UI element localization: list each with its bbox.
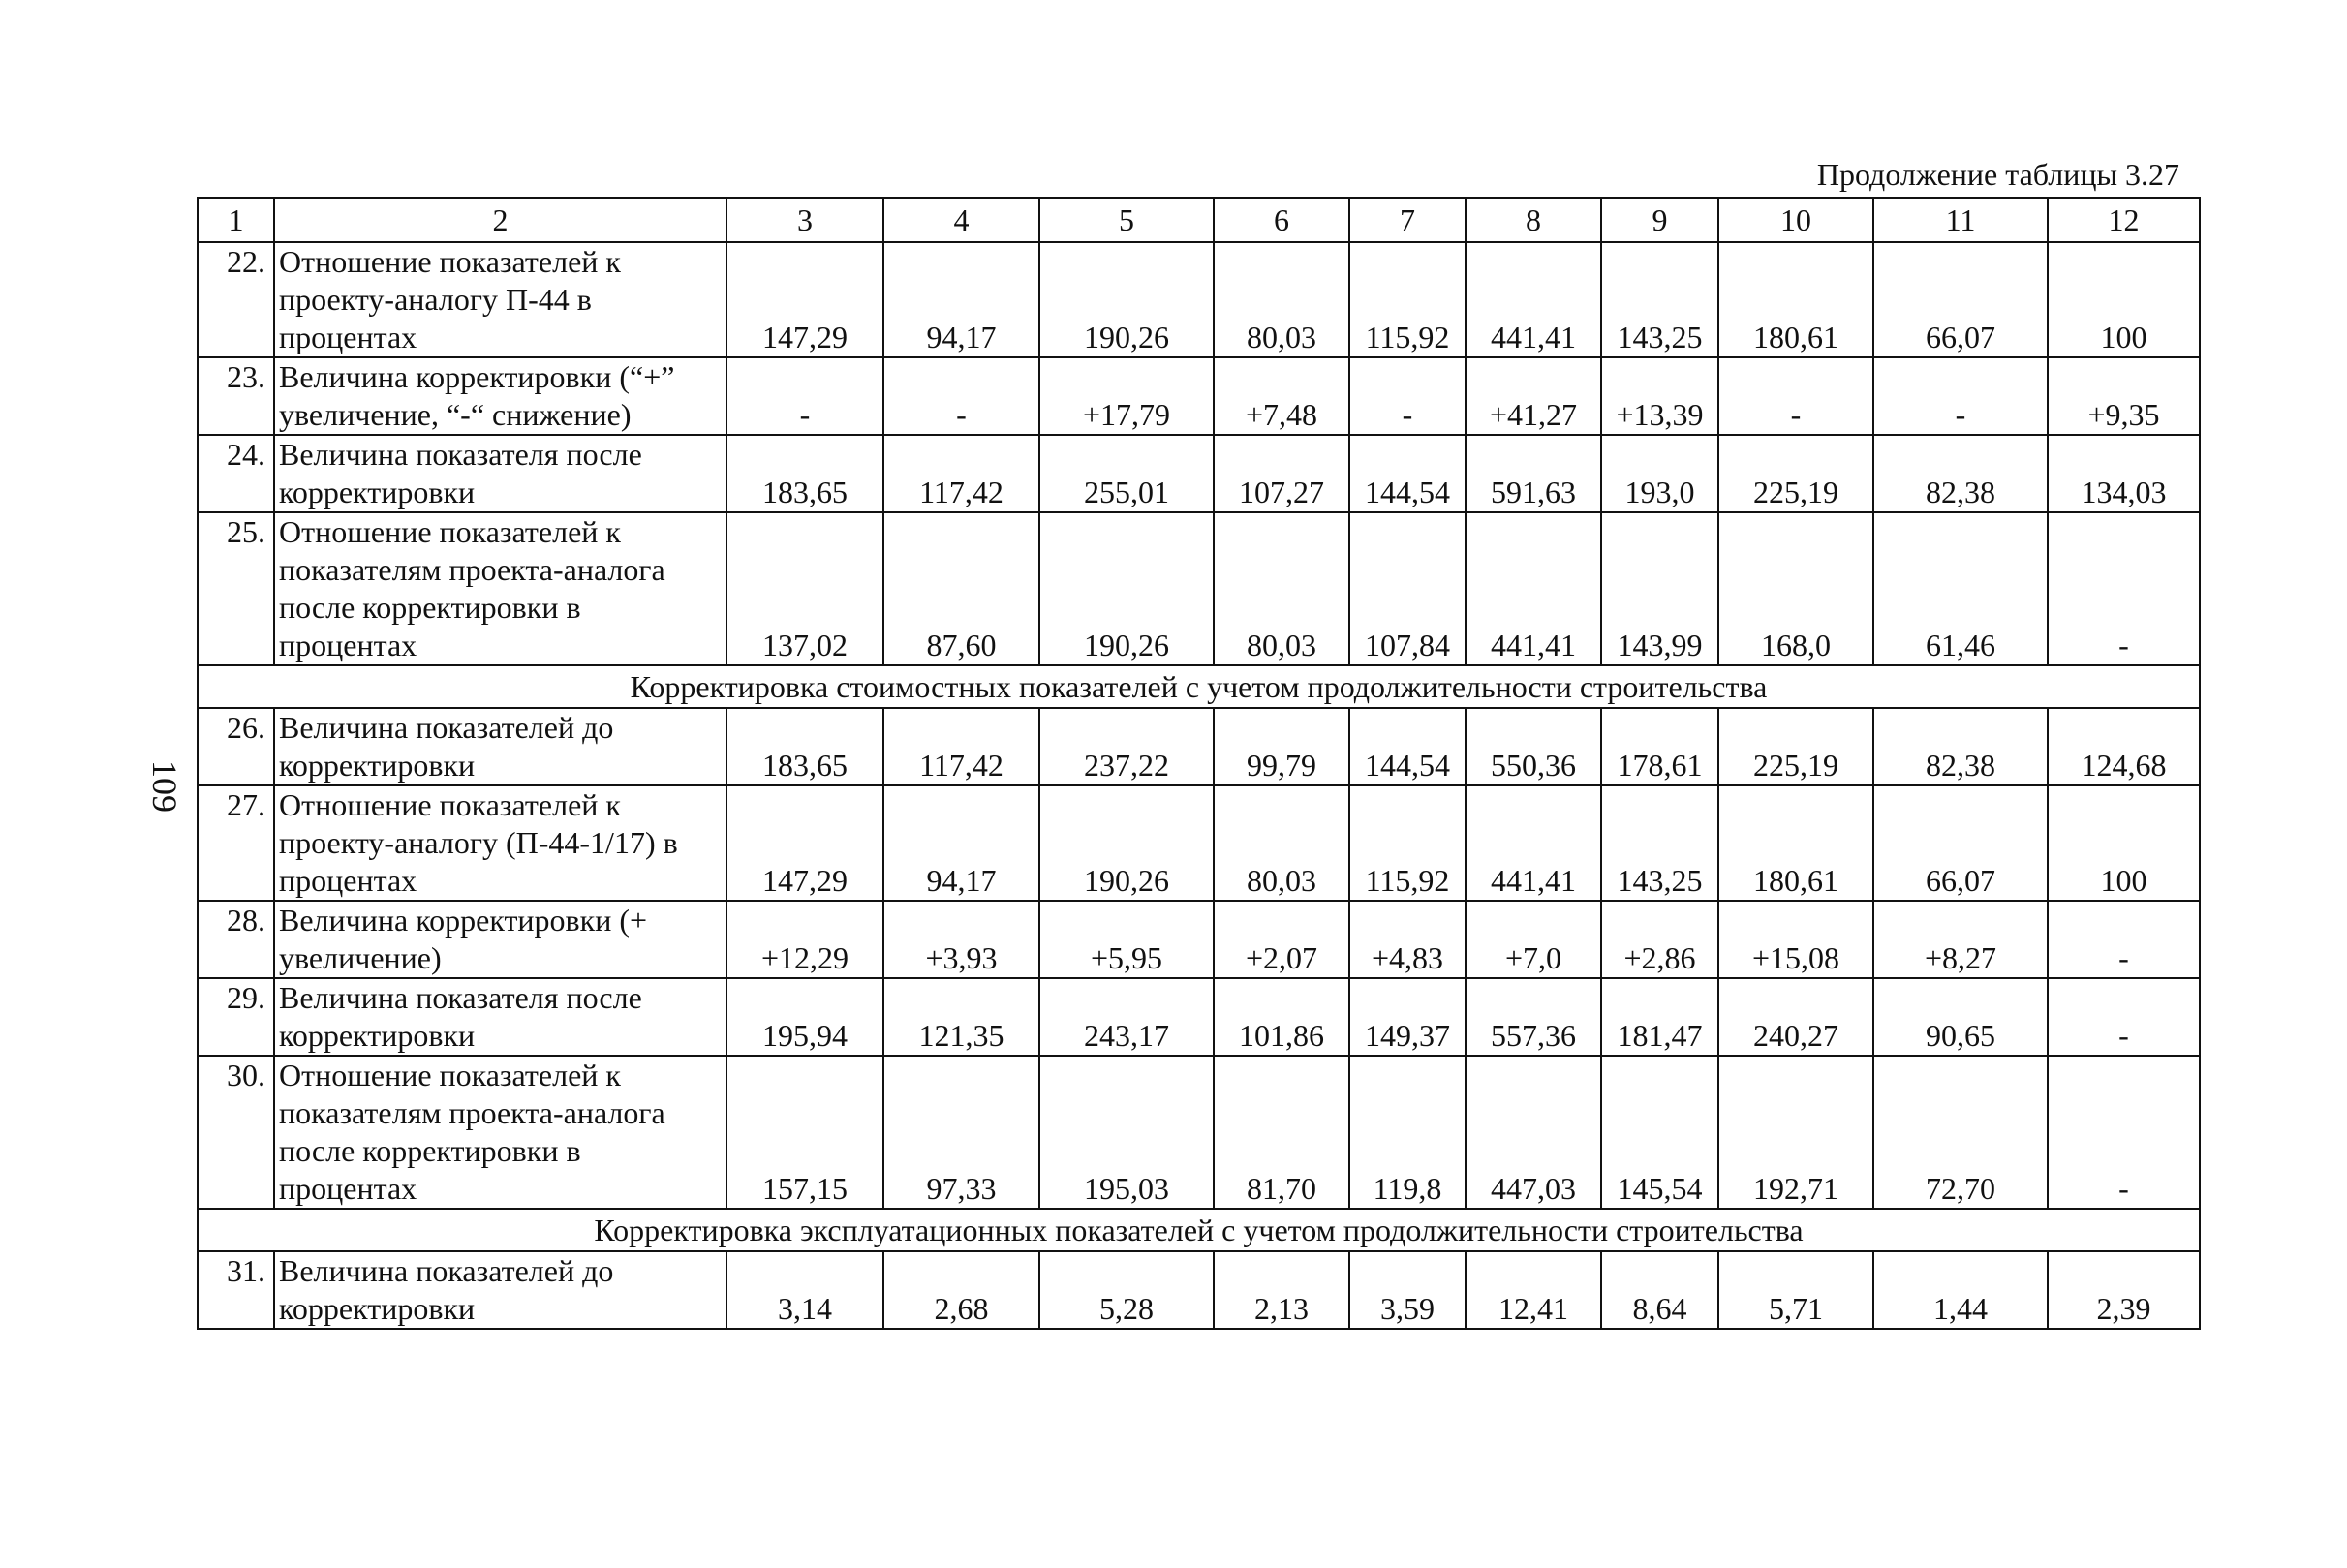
column-header: 4 — [883, 198, 1039, 242]
value-cell: 447,03 — [1466, 1056, 1601, 1209]
value-cell: 557,36 — [1466, 978, 1601, 1056]
row-description: Величина показателя после корректировки — [274, 978, 726, 1056]
table-row — [198, 512, 2200, 665]
value-cell: 137,02 — [726, 512, 883, 665]
column-header: 9 — [1601, 198, 1718, 242]
row-description: Величина показателей до корректировки — [274, 1251, 726, 1329]
value-cell: 144,54 — [1349, 708, 1466, 785]
value-cell: 143,25 — [1601, 785, 1718, 901]
value-cell: 144,54 — [1349, 435, 1466, 512]
value-cell: 180,61 — [1718, 785, 1873, 901]
value-cell: 5,71 — [1718, 1251, 1873, 1329]
value-cell: +12,29 — [726, 901, 883, 978]
row-description: Отношение показателей к показателям проекта-аналога после корректировки в процентах — [274, 1056, 726, 1209]
row-number: 25. — [198, 512, 274, 665]
value-cell: 8,64 — [1601, 1251, 1718, 1329]
value-cell: +17,79 — [1039, 357, 1214, 435]
column-header: 1 — [198, 198, 274, 242]
value-cell: 147,29 — [726, 785, 883, 901]
value-cell: +9,35 — [2048, 357, 2200, 435]
value-cell: 3,59 — [1349, 1251, 1466, 1329]
row-number: 30. — [198, 1056, 274, 1209]
column-header: 11 — [1873, 198, 2048, 242]
row-number: 28. — [198, 901, 274, 978]
value-cell: 115,92 — [1349, 242, 1466, 357]
value-cell: - — [2048, 901, 2200, 978]
value-cell: 124,68 — [2048, 708, 2200, 785]
value-cell: 190,26 — [1039, 785, 1214, 901]
value-cell: 115,92 — [1349, 785, 1466, 901]
row-description: Отношение показателей к проекту-аналогу (П-44-1/17) в процентах — [274, 785, 726, 901]
value-cell: +5,95 — [1039, 901, 1214, 978]
row-description: Величина показателя после корректировки — [274, 435, 726, 512]
value-cell: 2,13 — [1214, 1251, 1349, 1329]
value-cell: 195,94 — [726, 978, 883, 1056]
value-cell: 5,28 — [1039, 1251, 1214, 1329]
value-cell: 192,71 — [1718, 1056, 1873, 1209]
column-header: 10 — [1718, 198, 1873, 242]
value-cell: +2,86 — [1601, 901, 1718, 978]
value-cell: 441,41 — [1466, 512, 1601, 665]
row-description: Величина корректировки (+ увеличение) — [274, 901, 726, 978]
value-cell: 143,99 — [1601, 512, 1718, 665]
value-cell: +7,0 — [1466, 901, 1601, 978]
table-row — [198, 1056, 2200, 1209]
value-cell: 99,79 — [1214, 708, 1349, 785]
value-cell: 255,01 — [1039, 435, 1214, 512]
value-cell: 1,44 — [1873, 1251, 2048, 1329]
section-title: Корректировка эксплуатационных показателей с учетом продолжительности строительства — [198, 1209, 2200, 1251]
value-cell: +2,07 — [1214, 901, 1349, 978]
value-cell: 193,0 — [1601, 435, 1718, 512]
value-cell: 2,39 — [2048, 1251, 2200, 1329]
row-description: Отношение показателей к показателям проекта-аналога после корректировки в процентах — [274, 512, 726, 665]
value-cell: 97,33 — [883, 1056, 1039, 1209]
value-cell: 550,36 — [1466, 708, 1601, 785]
table-row — [198, 785, 2200, 901]
column-header: 3 — [726, 198, 883, 242]
value-cell: 94,17 — [883, 242, 1039, 357]
data-table — [197, 197, 2201, 1330]
value-cell: - — [2048, 512, 2200, 665]
value-cell: 80,03 — [1214, 242, 1349, 357]
value-cell: 82,38 — [1873, 435, 2048, 512]
table-row — [198, 435, 2200, 512]
row-number: 24. — [198, 435, 274, 512]
value-cell: 101,86 — [1214, 978, 1349, 1056]
value-cell: 143,25 — [1601, 242, 1718, 357]
value-cell: 181,47 — [1601, 978, 1718, 1056]
table-row — [198, 978, 2200, 1056]
value-cell: 243,17 — [1039, 978, 1214, 1056]
value-cell: 157,15 — [726, 1056, 883, 1209]
value-cell: 107,84 — [1349, 512, 1466, 665]
column-header: 12 — [2048, 198, 2200, 242]
value-cell: 149,37 — [1349, 978, 1466, 1056]
row-description: Величина показателей до корректировки — [274, 708, 726, 785]
section-header-row — [198, 665, 2200, 708]
value-cell: 183,65 — [726, 708, 883, 785]
value-cell: 441,41 — [1466, 785, 1601, 901]
value-cell: 591,63 — [1466, 435, 1601, 512]
value-cell: 145,54 — [1601, 1056, 1718, 1209]
column-header: 7 — [1349, 198, 1466, 242]
row-description: Величина корректировки (“+” увеличение, “-“ снижение) — [274, 357, 726, 435]
value-cell: 117,42 — [883, 708, 1039, 785]
value-cell: 178,61 — [1601, 708, 1718, 785]
value-cell: 82,38 — [1873, 708, 2048, 785]
value-cell: 240,27 — [1718, 978, 1873, 1056]
value-cell: 225,19 — [1718, 435, 1873, 512]
value-cell: 190,26 — [1039, 512, 1214, 665]
value-cell: - — [1873, 357, 2048, 435]
table-row — [198, 708, 2200, 785]
value-cell: - — [2048, 978, 2200, 1056]
value-cell: +7,48 — [1214, 357, 1349, 435]
column-header: 8 — [1466, 198, 1601, 242]
column-header: 2 — [274, 198, 726, 242]
value-cell: +4,83 — [1349, 901, 1466, 978]
value-cell: 237,22 — [1039, 708, 1214, 785]
value-cell: +41,27 — [1466, 357, 1601, 435]
value-cell: 94,17 — [883, 785, 1039, 901]
value-cell: 441,41 — [1466, 242, 1601, 357]
value-cell: +15,08 — [1718, 901, 1873, 978]
value-cell: +3,93 — [883, 901, 1039, 978]
row-number: 23. — [198, 357, 274, 435]
row-number: 27. — [198, 785, 274, 901]
row-description: Отношение показателей к проекту-аналогу П-44 в процентах — [274, 242, 726, 357]
value-cell: 100 — [2048, 785, 2200, 901]
value-cell: 180,61 — [1718, 242, 1873, 357]
section-header-row — [198, 1209, 2200, 1251]
row-number: 26. — [198, 708, 274, 785]
value-cell: - — [883, 357, 1039, 435]
table-row — [198, 1251, 2200, 1329]
value-cell: 3,14 — [726, 1251, 883, 1329]
value-cell: 168,0 — [1718, 512, 1873, 665]
value-cell: 134,03 — [2048, 435, 2200, 512]
value-cell: - — [726, 357, 883, 435]
row-number: 22. — [198, 242, 274, 357]
value-cell: 2,68 — [883, 1251, 1039, 1329]
value-cell: 147,29 — [726, 242, 883, 357]
table-row — [198, 242, 2200, 357]
column-header: 6 — [1214, 198, 1349, 242]
value-cell: 195,03 — [1039, 1056, 1214, 1209]
value-cell: +13,39 — [1601, 357, 1718, 435]
value-cell: 225,19 — [1718, 708, 1873, 785]
value-cell: 80,03 — [1214, 785, 1349, 901]
section-title: Корректировка стоимостных показателей с учетом продолжительности строительства — [198, 665, 2200, 708]
value-cell: 81,70 — [1214, 1056, 1349, 1209]
value-cell: 121,35 — [883, 978, 1039, 1056]
value-cell: 107,27 — [1214, 435, 1349, 512]
value-cell: - — [1718, 357, 1873, 435]
table-row — [198, 901, 2200, 978]
table-caption: Продолжение таблицы 3.27 — [1816, 157, 2179, 192]
value-cell: +8,27 — [1873, 901, 2048, 978]
row-number: 31. — [198, 1251, 274, 1329]
value-cell: 80,03 — [1214, 512, 1349, 665]
value-cell: 100 — [2048, 242, 2200, 357]
value-cell: - — [2048, 1056, 2200, 1209]
value-cell: 87,60 — [883, 512, 1039, 665]
value-cell: 190,26 — [1039, 242, 1214, 357]
value-cell: 117,42 — [883, 435, 1039, 512]
page-number: 109 — [145, 760, 184, 813]
value-cell: - — [1349, 357, 1466, 435]
value-cell: 12,41 — [1466, 1251, 1601, 1329]
table-body — [198, 198, 2200, 1329]
value-cell: 90,65 — [1873, 978, 2048, 1056]
value-cell: 72,70 — [1873, 1056, 2048, 1209]
value-cell: 119,8 — [1349, 1056, 1466, 1209]
value-cell: 66,07 — [1873, 242, 2048, 357]
value-cell: 61,46 — [1873, 512, 2048, 665]
header-row — [198, 198, 2200, 242]
value-cell: 183,65 — [726, 435, 883, 512]
value-cell: 66,07 — [1873, 785, 2048, 901]
row-number: 29. — [198, 978, 274, 1056]
table-row — [198, 357, 2200, 435]
column-header: 5 — [1039, 198, 1214, 242]
